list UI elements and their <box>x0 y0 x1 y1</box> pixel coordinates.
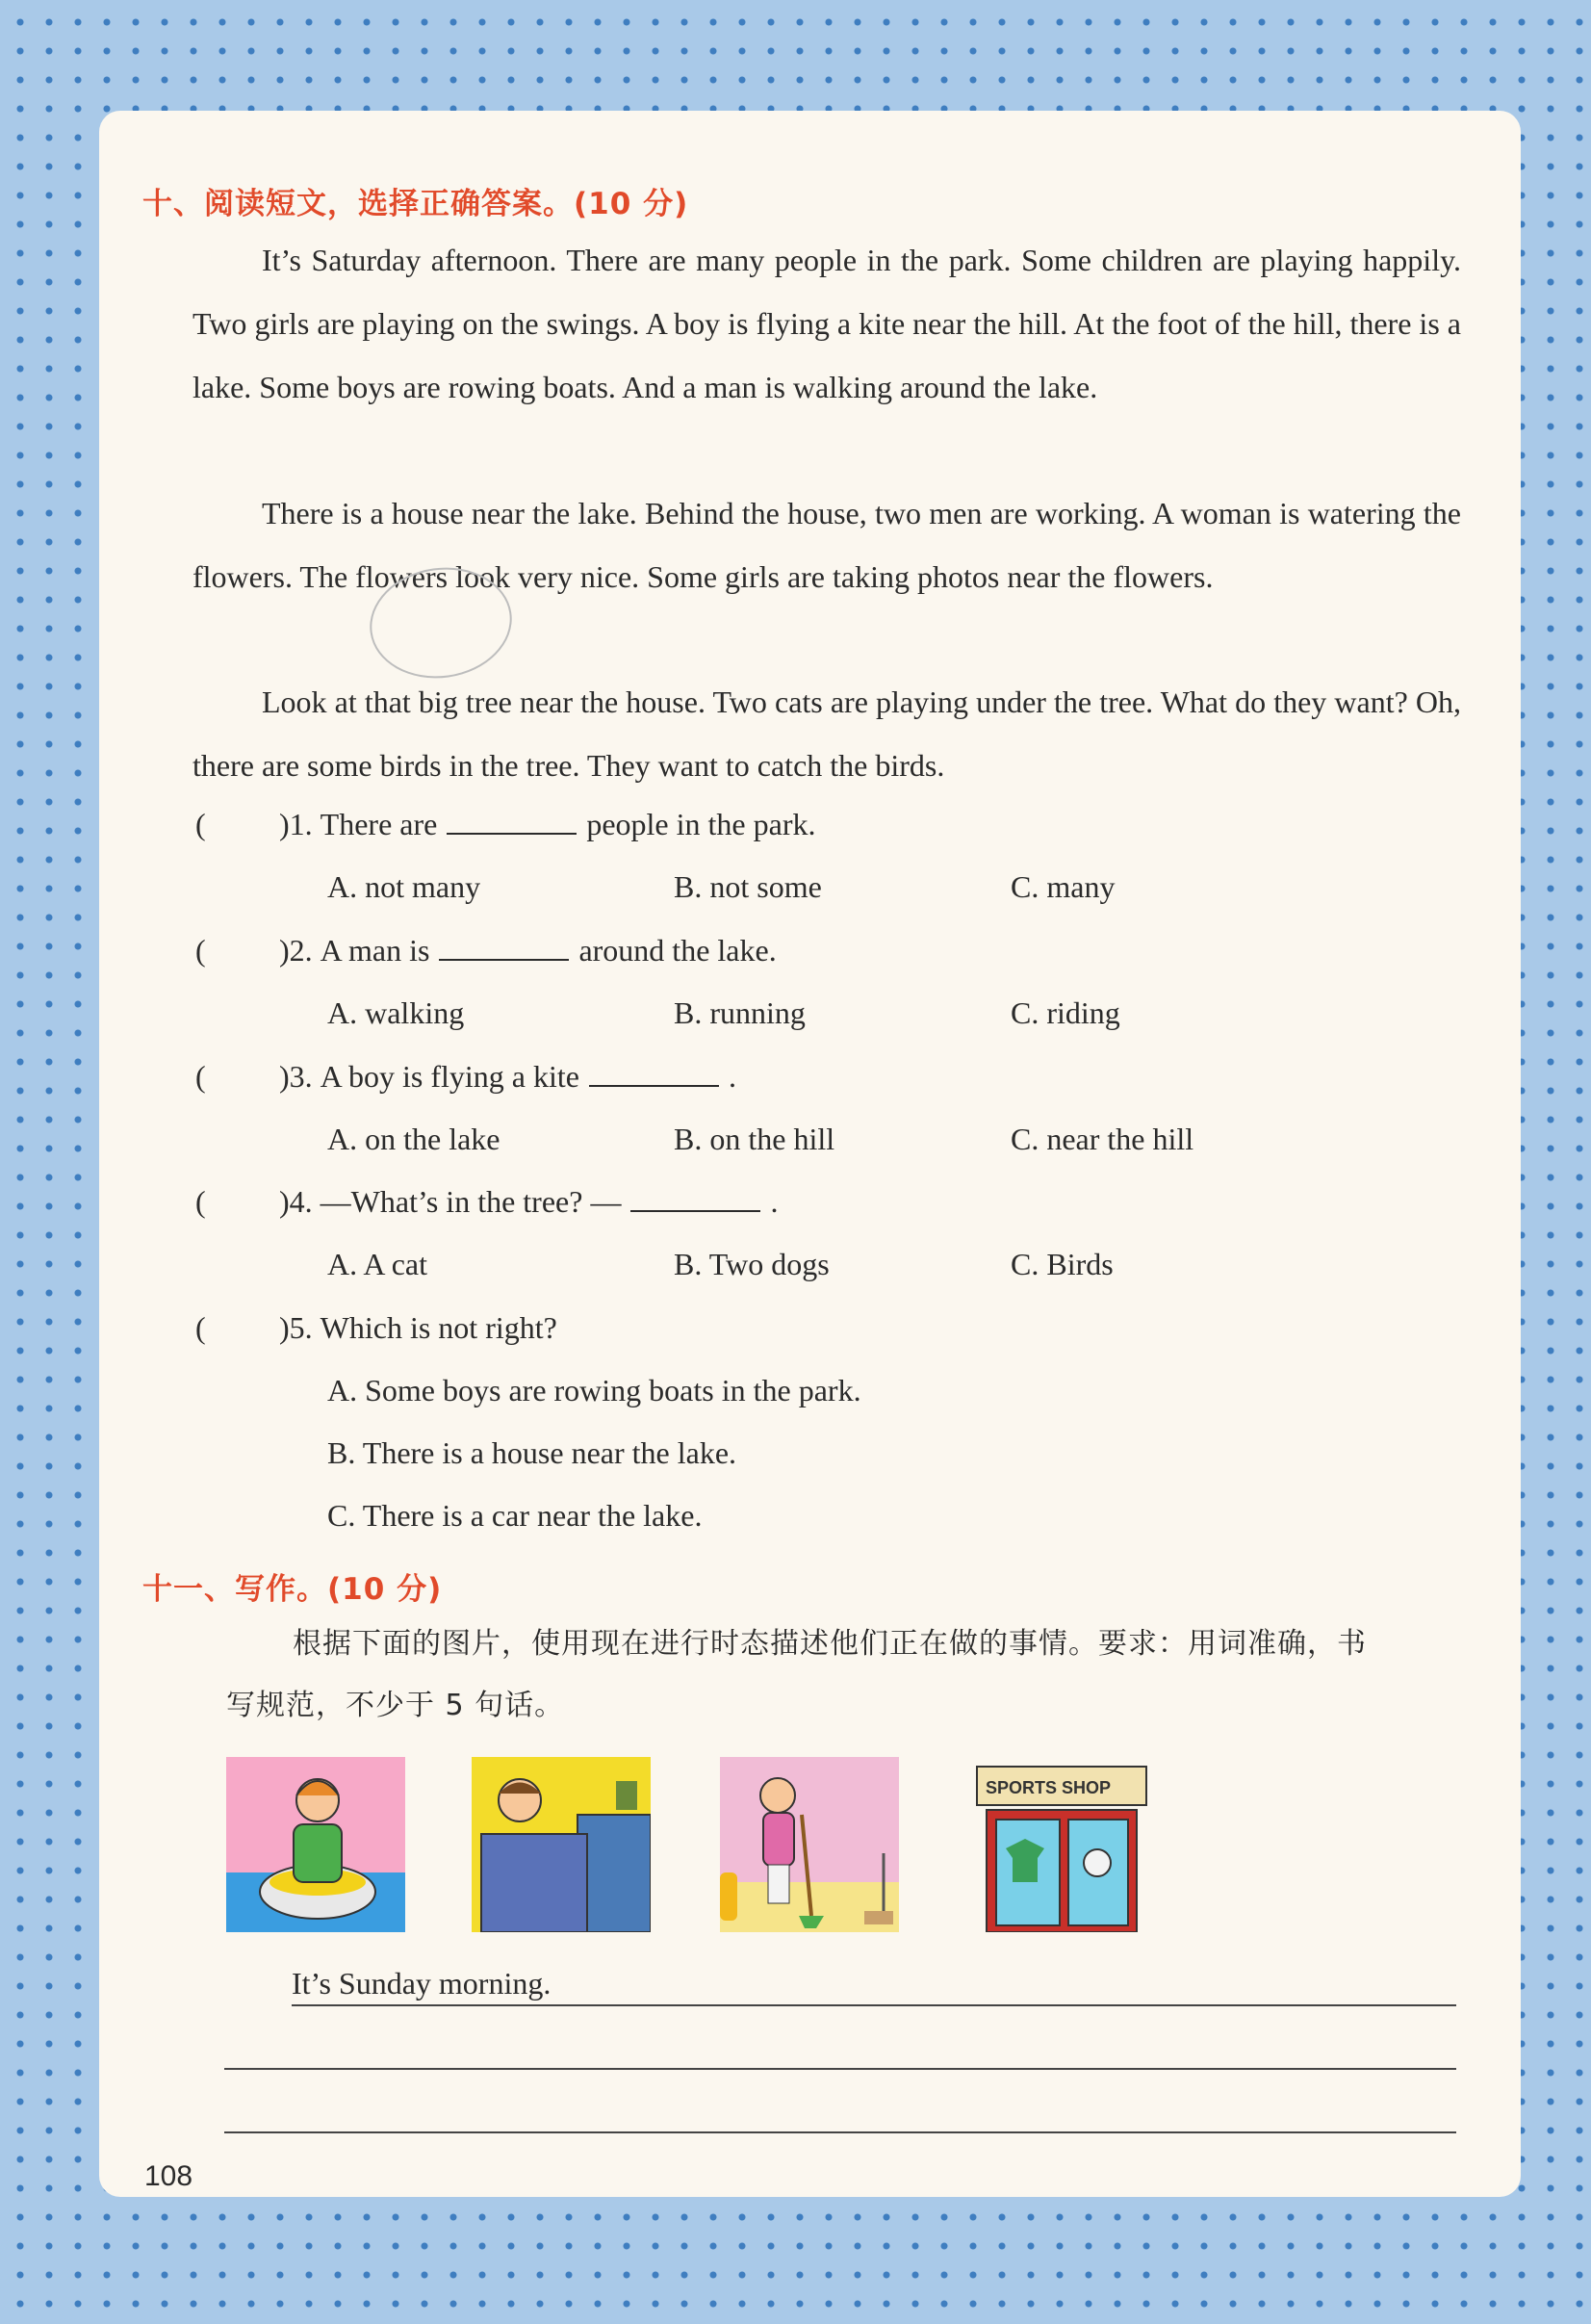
question-number: )1. <box>279 807 313 841</box>
question-number: )3. <box>279 1059 313 1094</box>
writing-sample-line: It’s Sunday morning. <box>292 1966 552 2001</box>
question-text <box>279 1310 557 1346</box>
passage-paragraph-2: There is a house near the lake. Behind the house, two men are working. A woman is watering the flowers. The flowers look very nice. Some girls are taking photos near the flowers. <box>192 496 1461 594</box>
question-stem: A boy is flying a kite <box>320 1059 579 1094</box>
option-a: A. on the lake <box>327 1122 500 1156</box>
answer-blank[interactable] <box>589 1060 719 1087</box>
section-11-heading: 十一、写作。(10 分) <box>142 1572 443 1607</box>
option-b: B. on the hill <box>674 1122 835 1156</box>
question-stem: There are <box>320 807 438 841</box>
option-c: C. riding <box>1011 995 1120 1030</box>
answer-bracket[interactable]: ( <box>195 1184 206 1219</box>
option-a: A. walking <box>327 995 465 1030</box>
option-b: B. running <box>674 995 806 1030</box>
option-a: A. A cat <box>327 1247 427 1281</box>
answer-bracket[interactable]: ( <box>195 1059 206 1094</box>
answer-blank[interactable] <box>630 1185 760 1212</box>
picture-sports-shop <box>972 1757 1151 1932</box>
answer-blank[interactable] <box>447 808 577 835</box>
page-number: 108 <box>144 2160 193 2192</box>
picture-making-bed <box>472 1757 651 1932</box>
option-b: B. not some <box>674 869 822 904</box>
svg-text:SPORTS SHOP: SPORTS SHOP <box>986 1778 1112 1797</box>
question-stem-end: . <box>770 1184 779 1219</box>
answer-bracket[interactable]: ( <box>195 933 206 968</box>
writing-line-1[interactable] <box>292 2004 1456 2006</box>
question-number: )5. <box>279 1310 313 1345</box>
question-number: )2. <box>279 933 313 968</box>
writing-instruction-line-2: 写规范，不少于 5 句话。 <box>226 1689 565 1722</box>
option-c: C. There is a car near the lake. <box>327 1498 703 1533</box>
passage-paragraph-3: Look at that big tree near the house. Two cats are playing under the tree. What do they want? Oh, there are some birds in the tree. They want to catch the birds. <box>192 684 1461 783</box>
answer-blank[interactable] <box>439 934 569 961</box>
answer-bracket[interactable]: ( <box>195 807 206 841</box>
answer-bracket[interactable]: ( <box>195 1310 206 1345</box>
passage-paragraph-1: It’s Saturday afternoon. There are many people in the park. Some children are playing happily. Two girls are playing on the swings. A boy is flying a kite near the hill. At the foot of the hill, there is a lake. Some boys are rowing boats. And a man is walking around the lake. <box>192 243 1461 404</box>
picture-sweeping-floor <box>720 1757 899 1932</box>
question-text <box>279 1184 778 1220</box>
writing-line-3[interactable] <box>224 2131 1456 2133</box>
question-text <box>279 807 815 842</box>
option-c: C. Birds <box>1011 1247 1114 1281</box>
section-10-heading: 十、阅读短文，选择正确答案。(10 分) <box>142 187 689 221</box>
question-text <box>279 1059 736 1095</box>
question-stem: —What’s in the tree? — <box>320 1184 622 1219</box>
option-c: C. near the hill <box>1011 1122 1194 1156</box>
question-stem-end: . <box>728 1059 736 1094</box>
question-stem-end: around the lake. <box>578 933 777 968</box>
picture-washing-clothes <box>226 1757 405 1932</box>
option-b: B. There is a house near the lake. <box>327 1435 737 1470</box>
question-stem: Which is not right? <box>320 1310 557 1345</box>
option-a: A. not many <box>327 869 481 904</box>
writing-instruction-line-1: 根据下面的图片，使用现在进行时态描述他们正在做的事情。要求：用词准确，书 <box>293 1627 1367 1661</box>
question-stem: A man is <box>320 933 430 968</box>
option-a: A. Some boys are rowing boats in the park. <box>327 1373 861 1407</box>
writing-line-2[interactable] <box>224 2068 1456 2070</box>
question-text <box>279 933 777 968</box>
option-b: B. Two dogs <box>674 1247 830 1281</box>
option-c: C. many <box>1011 869 1116 904</box>
question-stem-end: people in the park. <box>586 807 816 841</box>
question-number: )4. <box>279 1184 313 1219</box>
